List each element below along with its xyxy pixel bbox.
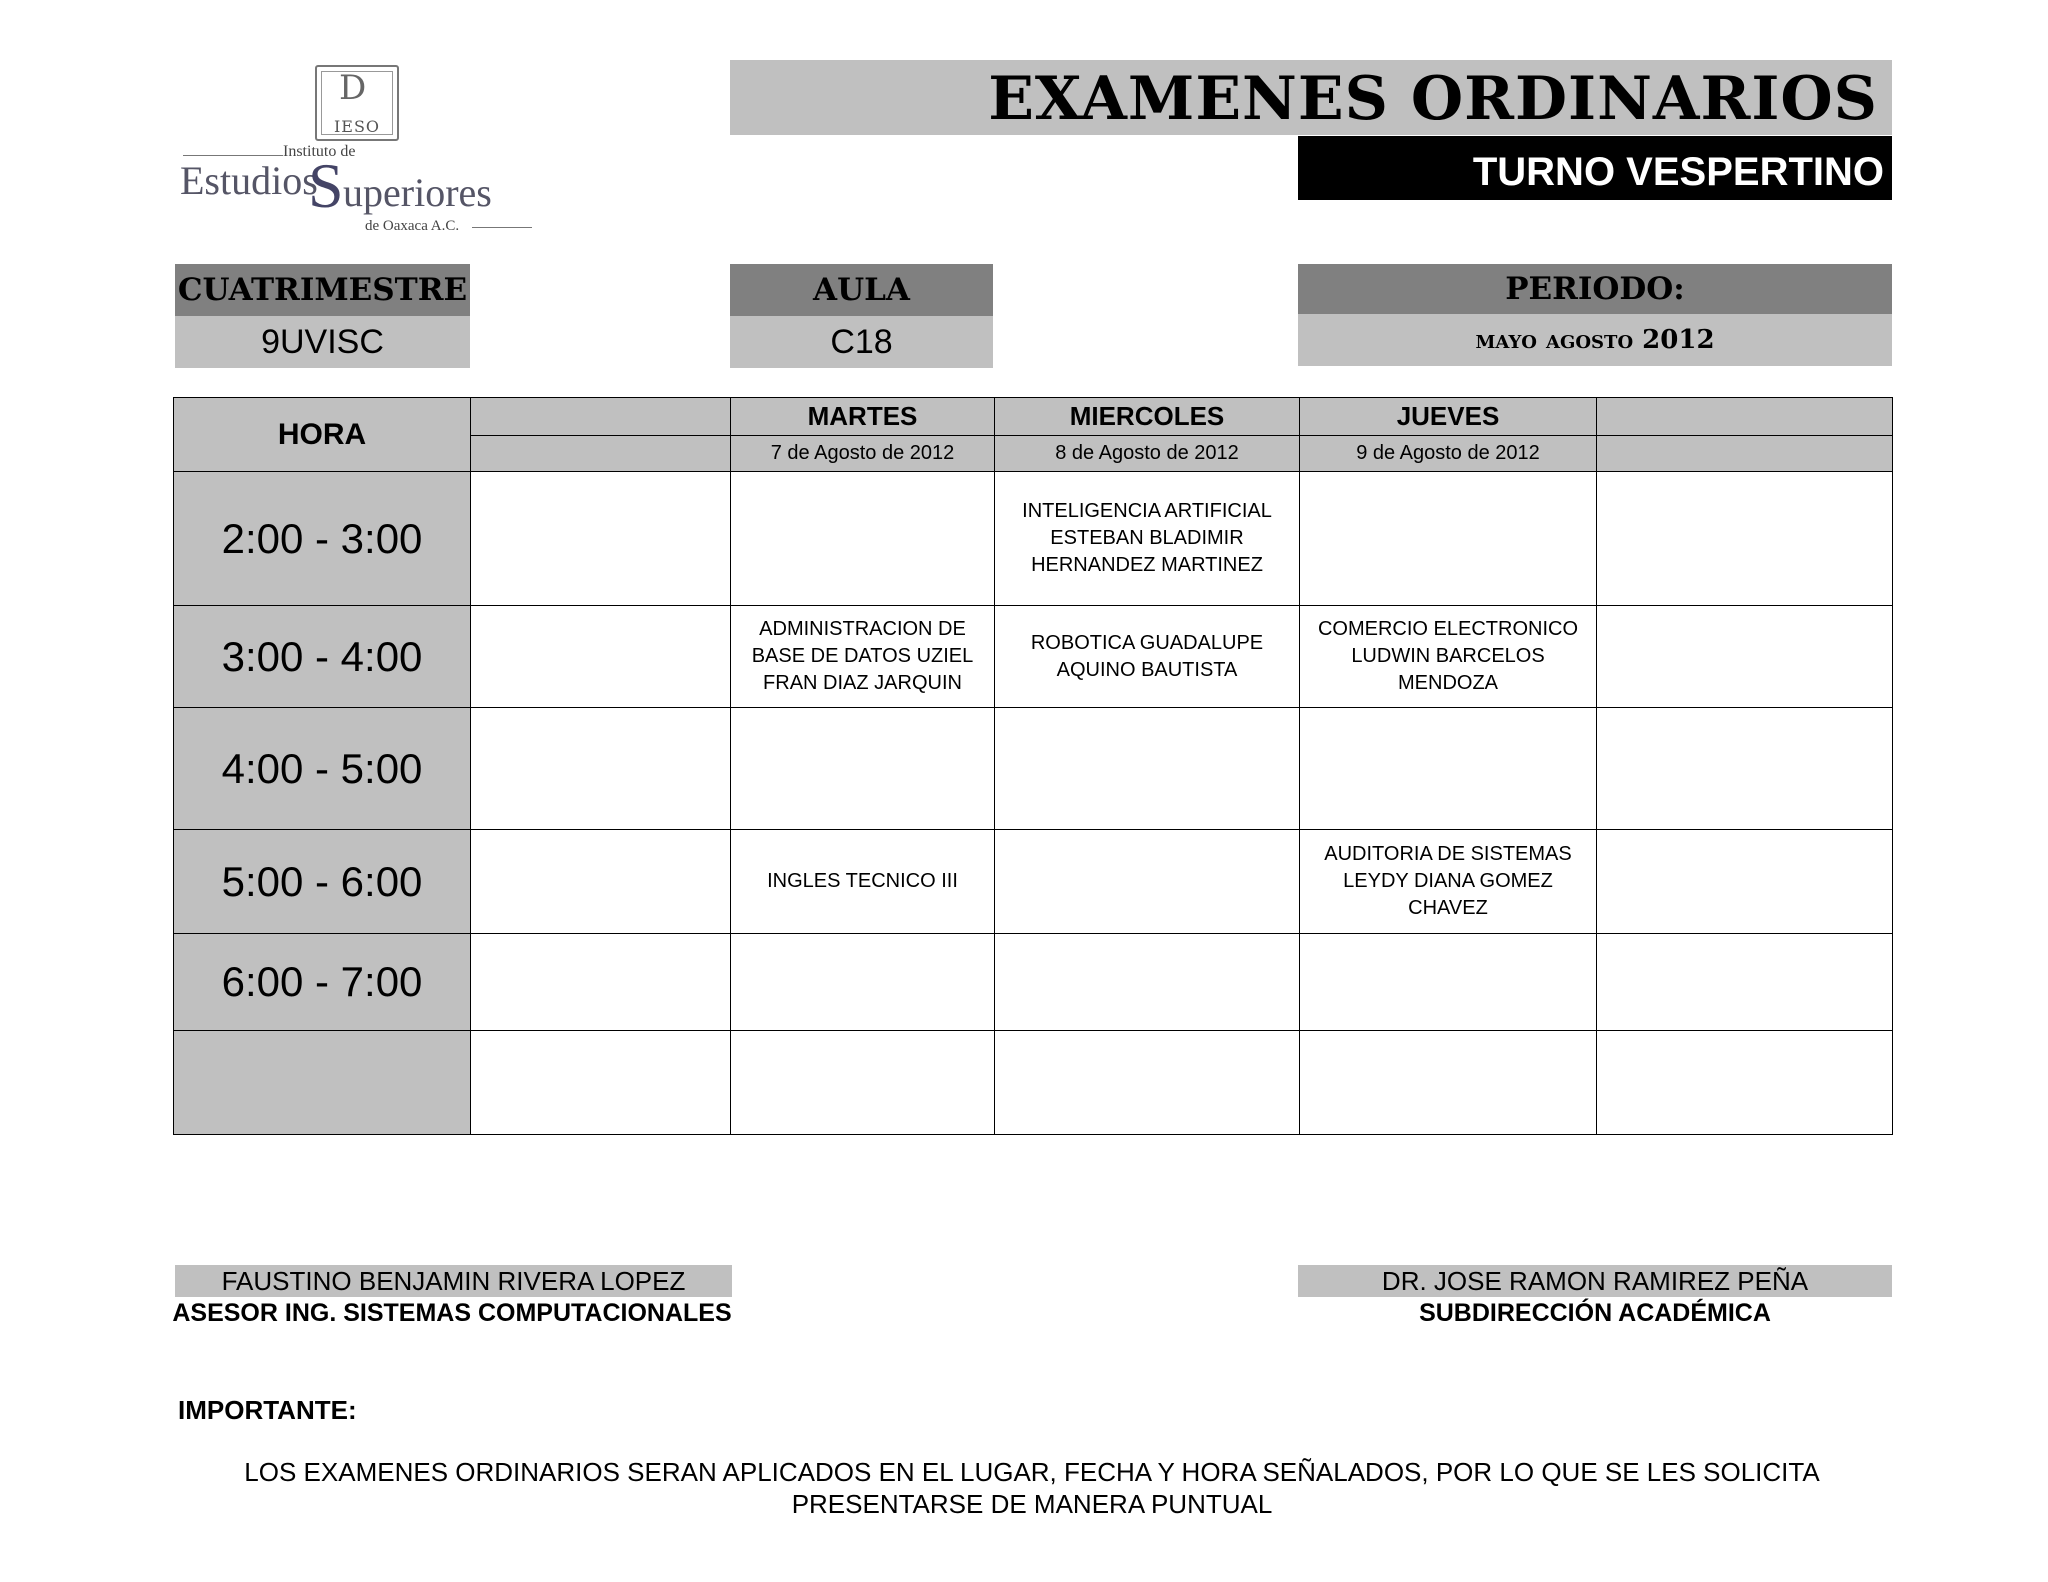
hora-cell: 4:00 - 5:00 <box>173 707 471 830</box>
exam-cell <box>470 471 731 606</box>
hora-cell: 3:00 - 4:00 <box>173 605 471 708</box>
hora-cell <box>173 1030 471 1135</box>
turno-label: TURNO VESPERTINO <box>1472 150 1884 194</box>
exam-cell <box>730 707 995 830</box>
exam-cell <box>1596 605 1893 708</box>
exam-cell <box>994 933 1300 1031</box>
logo-emblem: D IESO <box>315 65 399 141</box>
ieso-logo <box>175 60 535 240</box>
day-date-header <box>1596 435 1893 472</box>
day-date-header: 7 de Agosto de 2012 <box>730 435 995 472</box>
cuatrimestre-value: 9UVISC <box>175 316 470 368</box>
hora-header: HORA <box>173 397 471 472</box>
exam-cell <box>1596 471 1893 606</box>
exam-cell <box>730 471 995 606</box>
day-name-header <box>1596 397 1893 436</box>
exam-cell <box>730 1030 995 1135</box>
turno-bar <box>1298 136 1892 200</box>
asesor-role-text: ASESOR ING. SISTEMAS COMPUTACIONALES <box>172 1299 732 1327</box>
asesor-name: FAUSTINO BENJAMIN RIVERA LOPEZ <box>175 1265 732 1297</box>
day-name-header: MIERCOLES <box>994 397 1300 436</box>
aula-label: AULA <box>730 264 993 316</box>
exam-cell <box>994 829 1300 934</box>
hora-cell: 2:00 - 3:00 <box>173 471 471 606</box>
logo-big-s: S <box>308 150 344 221</box>
day-date-header: 8 de Agosto de 2012 <box>994 435 1300 472</box>
periodo-label: PERIODO: <box>1298 264 1892 314</box>
exam-cell <box>1299 1030 1597 1135</box>
logo-mark: IESO <box>333 117 381 136</box>
exam-cell: COMERCIO ELECTRONICO LUDWIN BARCELOS MENDOZA <box>1299 605 1597 708</box>
asesor-role <box>172 1298 732 1328</box>
day-date-header: 9 de Agosto de 2012 <box>1299 435 1597 472</box>
exam-cell <box>1299 471 1597 606</box>
hora-cell: 6:00 - 7:00 <box>173 933 471 1031</box>
exam-cell <box>994 707 1300 830</box>
exam-cell <box>1596 829 1893 934</box>
day-date-header <box>470 435 731 472</box>
cuatrimestre-label: CUATRIMESTRE <box>175 264 470 316</box>
logo-line-superiores: uperiores <box>343 170 492 215</box>
importante-note: LOS EXAMENES ORDINARIOS SERAN APLICADOS EN EL LUGAR, FECHA Y HORA SEÑALADOS, POR LO QUE SE LES SOLICITA PRESENTARSE DE MANERA PUNTUAL <box>244 1457 1820 1519</box>
subdirector-name: DR. JOSE RAMON RAMIREZ PEÑA <box>1298 1265 1892 1297</box>
schedule-table <box>173 397 1892 1134</box>
exam-cell <box>730 933 995 1031</box>
exam-cell: INGLES TECNICO III <box>730 829 995 934</box>
hora-cell: 5:00 - 6:00 <box>173 829 471 934</box>
exam-cell <box>470 1030 731 1135</box>
day-name-header <box>470 397 731 436</box>
logo-line-instituto: Instituto de <box>283 143 356 160</box>
page-title: EXAMENES ORDINARIOS <box>988 64 1878 134</box>
exam-cell: INTELIGENCIA ARTIFICIAL ESTEBAN BLADIMIR HERNANDEZ MARTINEZ <box>994 471 1300 606</box>
exam-cell <box>994 1030 1300 1135</box>
periodo-value: mayo agosto 2012 <box>1298 314 1892 366</box>
exam-cell <box>1596 1030 1893 1135</box>
day-name-header: MARTES <box>730 397 995 436</box>
exam-cell: ROBOTICA GUADALUPE AQUINO BAUTISTA <box>994 605 1300 708</box>
exam-cell <box>470 829 731 934</box>
exam-cell: ADMINISTRACION DE BASE DE DATOS UZIEL FRAN DIAZ JARQUIN <box>730 605 995 708</box>
exam-cell <box>470 605 731 708</box>
title-bar <box>730 60 1892 135</box>
aula-value: C18 <box>730 316 993 368</box>
day-name-header: JUEVES <box>1299 397 1597 436</box>
exam-cell <box>470 933 731 1031</box>
subdireccion-role: SUBDIRECCIÓN ACADÉMICA <box>1419 1299 1771 1327</box>
exam-cell <box>1299 707 1597 830</box>
importante-label: IMPORTANTE: <box>178 1395 357 1425</box>
exam-cell <box>470 707 731 830</box>
logo-line-estudios: Estudios <box>180 158 318 203</box>
exam-cell <box>1299 933 1597 1031</box>
logo-line-oaxaca: de Oaxaca A.C. <box>365 218 460 234</box>
exam-cell <box>1596 707 1893 830</box>
exam-cell: AUDITORIA DE SISTEMAS LEYDY DIANA GOMEZ CHAVEZ <box>1299 829 1597 934</box>
exam-cell <box>1596 933 1893 1031</box>
